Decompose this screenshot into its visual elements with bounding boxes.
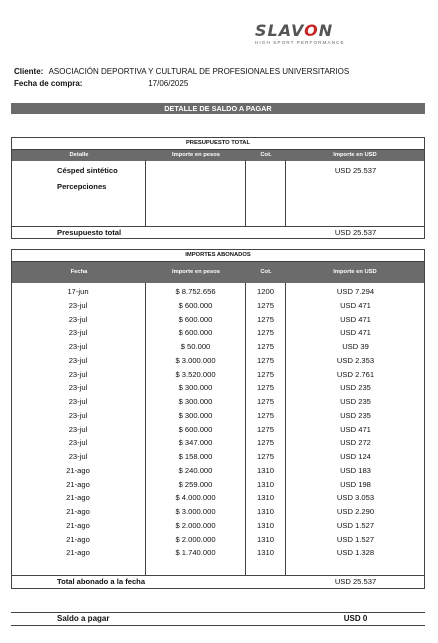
payment-pesos: $ 3.000.000 — [175, 507, 216, 516]
payment-cot: 1275 — [257, 355, 274, 365]
budget-divider — [145, 160, 146, 227]
payment-pesos: $ 8.752.656 — [175, 287, 216, 296]
payment-pesos: $ 300.000 — [178, 383, 213, 393]
payment-pesos: $ 600.000 — [178, 314, 213, 324]
purchase-date-label: Fecha de compra: — [14, 79, 83, 88]
payment-cot: 1275 — [257, 328, 274, 338]
balance-bottom-rule — [11, 625, 425, 626]
payment-pesos: $ 600.000 — [178, 328, 213, 338]
payment-date: 21-ago — [66, 465, 90, 475]
payments-header-usd: Importe en USD — [333, 269, 377, 275]
payment-date: 21-ago — [66, 520, 90, 530]
payment-cot: 1275 — [257, 397, 274, 406]
payment-pesos: $ 2.000.000 — [175, 534, 216, 544]
payment-pesos: $ 240.000 — [178, 465, 213, 475]
budget-header-pesos: Importe en pesos — [172, 152, 220, 158]
payment-usd: USD 235 — [340, 397, 371, 406]
payment-usd: USD 1.527 — [336, 520, 375, 530]
payment-cot: 1310 — [257, 520, 274, 530]
payment-date: 23-jul — [68, 397, 88, 406]
payment-usd: USD 235 — [340, 383, 371, 393]
payment-usd: USD 471 — [340, 314, 371, 324]
payment-date: 23-jul — [68, 328, 88, 338]
payments-total-label: Total abonado a la fecha — [57, 577, 146, 586]
payments-title: IMPORTES ABONADOS — [12, 250, 424, 262]
payment-pesos: $ 2.000.000 — [175, 520, 216, 530]
payment-date: 23-jul — [68, 314, 88, 324]
payment-cot: 1310 — [257, 465, 274, 475]
purchase-date-line — [14, 78, 188, 89]
payment-cot: 1200 — [257, 287, 274, 296]
payment-date: 17-jun — [67, 287, 89, 296]
payment-date: 23-jul — [68, 424, 88, 434]
payment-cot: 1275 — [257, 314, 274, 324]
payment-date: 21-ago — [66, 507, 90, 516]
payment-date: 23-jul — [68, 410, 88, 420]
payment-cot: 1275 — [257, 410, 274, 420]
payment-usd: USD 3.053 — [336, 493, 375, 503]
budget-title: PRESUPUESTO TOTAL — [12, 138, 424, 150]
payment-cot: 1310 — [257, 534, 274, 544]
budget-header-detail: Detalle — [69, 152, 89, 158]
payment-pesos: $ 259.000 — [178, 479, 213, 489]
purchase-date-value: 17/06/2025 — [148, 79, 189, 88]
payment-cot: 1275 — [257, 342, 274, 351]
budget-divider — [245, 160, 246, 227]
payment-usd: USD 198 — [340, 479, 371, 489]
payment-usd: USD 39 — [342, 342, 369, 351]
brand-wordmark: SLAVON — [255, 21, 334, 40]
payment-cot: 1310 — [257, 479, 274, 489]
payments-header-pesos: Importe en pesos — [172, 269, 220, 275]
payment-cot: 1275 — [257, 383, 274, 393]
payment-cot: 1275 — [257, 300, 274, 310]
payment-date: 23-jul — [68, 438, 88, 448]
payment-usd: USD 7.294 — [336, 287, 375, 296]
payment-date: 23-jul — [68, 342, 88, 351]
payments-header-date: Fecha — [70, 269, 88, 275]
payment-pesos: $ 600.000 — [178, 300, 213, 310]
payments-total-value: USD 25.537 — [334, 577, 377, 586]
payment-pesos: $ 347.000 — [178, 438, 213, 448]
payment-date: 23-jul — [68, 452, 88, 461]
payment-cot: 1275 — [257, 369, 274, 379]
payment-date: 23-jul — [68, 383, 88, 393]
brand-tagline: HIGH SPORT PERFORMANCE — [255, 40, 345, 45]
balance-label: Saldo a pagar — [57, 614, 110, 623]
payment-pesos: $ 4.000.000 — [175, 493, 216, 503]
payment-pesos: $ 1.740.000 — [175, 548, 216, 558]
payment-usd: USD 471 — [340, 328, 371, 338]
brand-logo — [255, 22, 363, 45]
budget-header — [12, 150, 424, 161]
client-line — [14, 66, 349, 77]
payment-usd: USD 471 — [340, 424, 371, 434]
budget-item-detail: Césped sintético — [57, 166, 118, 175]
payment-date: 23-jul — [68, 369, 88, 379]
payment-cot: 1310 — [257, 548, 274, 558]
budget-header-usd: Importe en USD — [333, 152, 377, 158]
payments-header-cot: Cot. — [260, 269, 272, 275]
payment-cot: 1275 — [257, 424, 274, 434]
payment-pesos: $ 158.000 — [178, 452, 213, 461]
payment-cot: 1310 — [257, 493, 274, 503]
budget-item-detail: Percepciones — [57, 182, 107, 191]
client-value: ASOCIACIÓN DEPORTIVA Y CULTURAL DE PROFESIONALES UNIVERSITARIOS — [48, 67, 350, 76]
payment-cot: 1310 — [257, 507, 274, 516]
budget-header-cot: Cot. — [260, 152, 272, 158]
payment-date: 23-jul — [68, 300, 88, 310]
payment-usd: USD 183 — [340, 465, 371, 475]
payments-header — [12, 262, 424, 283]
budget-total-label: Presupuesto total — [57, 228, 122, 237]
payment-cot: 1275 — [257, 452, 274, 461]
payment-usd: USD 124 — [340, 452, 371, 461]
payment-pesos: $ 600.000 — [178, 424, 213, 434]
payment-pesos: $ 300.000 — [178, 410, 213, 420]
payment-pesos: $ 300.000 — [178, 397, 213, 406]
payment-date: 21-ago — [66, 534, 90, 544]
payment-date: 23-jul — [68, 355, 88, 365]
payment-usd: USD 1.328 — [336, 548, 375, 558]
balance-top-rule — [11, 612, 425, 613]
payment-usd: USD 235 — [340, 410, 371, 420]
payment-usd: USD 1.527 — [336, 534, 375, 544]
budget-total-value: USD 25.537 — [334, 228, 377, 237]
payment-usd: USD 2.353 — [336, 355, 375, 365]
balance-value: USD 0 — [343, 614, 368, 623]
payment-date: 21-ago — [66, 548, 90, 558]
payment-pesos: $ 3.520.000 — [175, 369, 216, 379]
payment-usd: USD 272 — [340, 438, 371, 448]
payment-usd: USD 471 — [340, 300, 371, 310]
client-label: Cliente: — [14, 67, 44, 76]
budget-item-usd: USD 25.537 — [334, 166, 377, 175]
section-title: DETALLE DE SALDO A PAGAR — [11, 103, 425, 114]
payment-pesos: $ 50.000 — [180, 342, 211, 351]
payment-cot: 1275 — [257, 438, 274, 448]
payment-date: 21-ago — [66, 479, 90, 489]
payment-usd: USD 2.290 — [336, 507, 375, 516]
payment-date: 21-ago — [66, 493, 90, 503]
payment-usd: USD 2.761 — [336, 369, 375, 379]
payment-pesos: $ 3.000.000 — [175, 355, 216, 365]
